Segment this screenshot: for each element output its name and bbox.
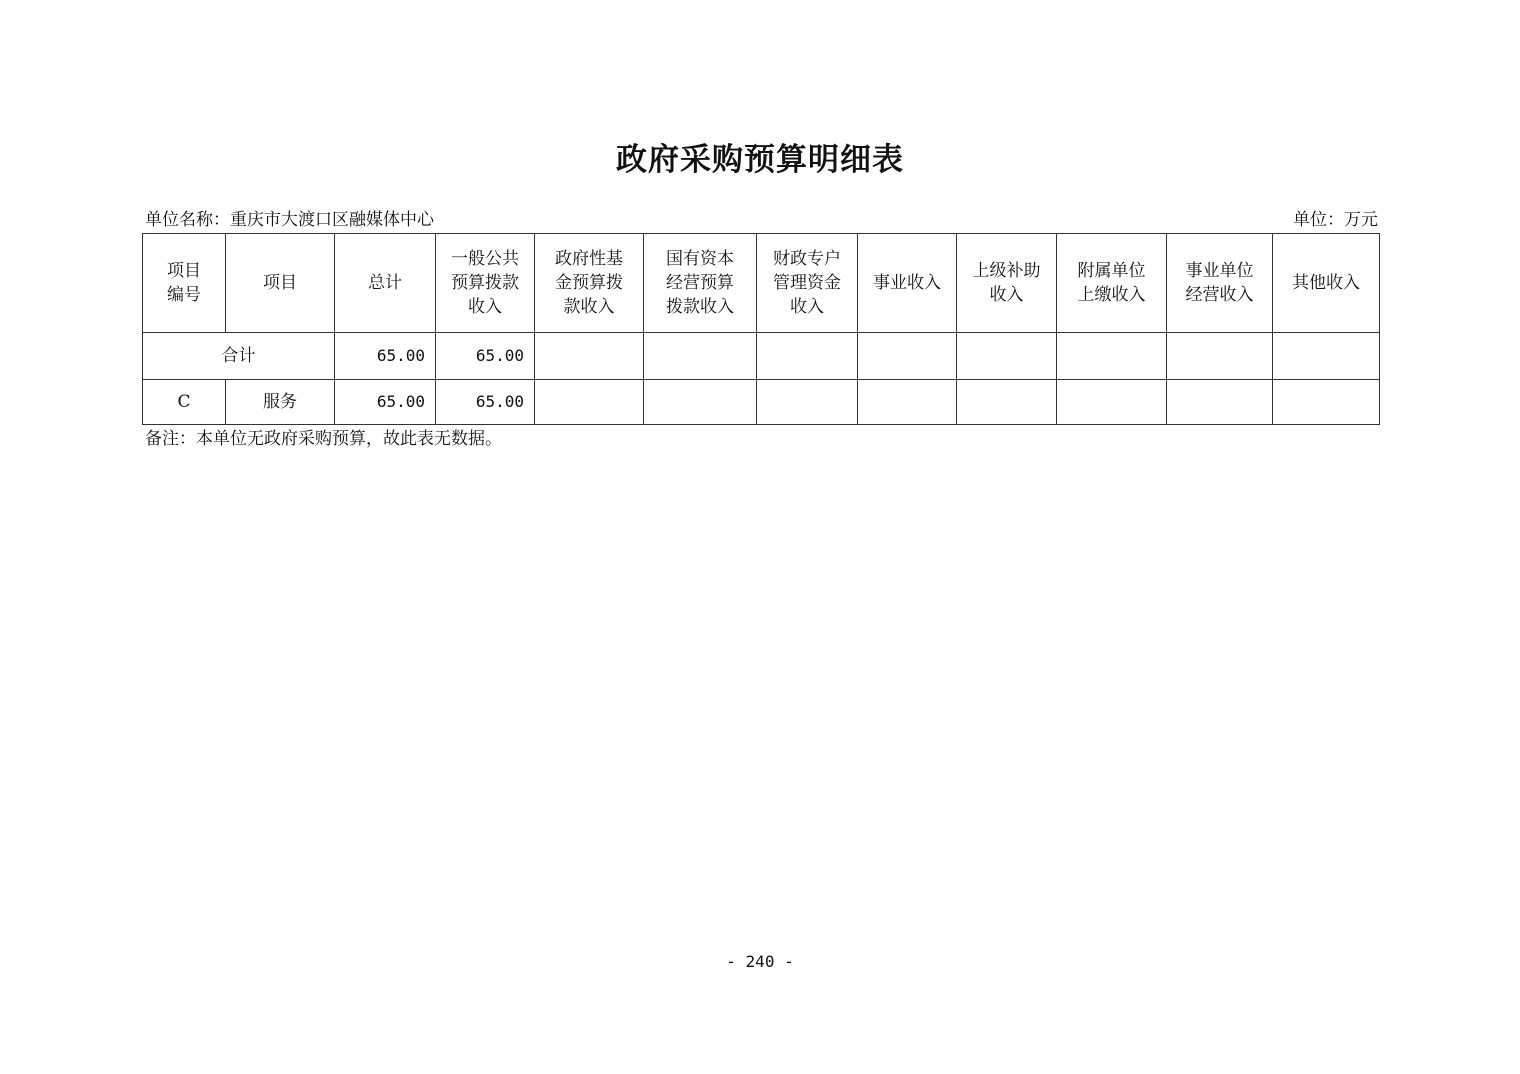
unit-operating-income-cell: [1167, 380, 1273, 425]
header-superior-subsidy: 上级补助 收入: [957, 234, 1057, 333]
page-title: 政府采购预算明细表: [616, 142, 904, 178]
header-gov-fund-budget: 政府性基 金预算拨 款收入: [535, 234, 644, 333]
affiliated-unit-income-cell: [1057, 333, 1167, 380]
procurement-budget-table: [142, 233, 1380, 425]
table-header-row: [143, 234, 1380, 333]
header-business-income: 事业收入: [858, 234, 957, 333]
header-other-income: 其他收入: [1273, 234, 1380, 333]
state-capital-budget-cell: [644, 333, 757, 380]
total-cell: 65.00: [335, 380, 436, 425]
item-code-cell: C: [143, 380, 226, 425]
table-row: [143, 380, 1380, 425]
affiliated-unit-income-cell: [1057, 380, 1167, 425]
total-cell: 65.00: [335, 333, 436, 380]
header-affiliated-unit-income: 附属单位 上缴收入: [1057, 234, 1167, 333]
gov-fund-budget-cell: [535, 333, 644, 380]
table-note: 备注：本单位无政府采购预算，故此表无数据。: [145, 429, 502, 449]
general-public-budget-cell: 65.00: [436, 333, 535, 380]
other-income-cell: [1273, 380, 1380, 425]
header-item-code: 项目 编号: [143, 234, 226, 333]
fiscal-special-account-cell: [757, 333, 858, 380]
unit-operating-income-cell: [1167, 333, 1273, 380]
superior-subsidy-cell: [957, 380, 1057, 425]
item-name-cell: 服务: [226, 380, 335, 425]
header-general-public-budget: 一般公共 预算拨款 收入: [436, 234, 535, 333]
currency-unit-label: 单位：万元: [1293, 210, 1378, 230]
page-number: - 240 -: [726, 952, 794, 971]
state-capital-budget-cell: [644, 380, 757, 425]
fiscal-special-account-cell: [757, 380, 858, 425]
total-label-cell: 合计: [143, 333, 335, 380]
header-item: 项目: [226, 234, 335, 333]
gov-fund-budget-cell: [535, 380, 644, 425]
unit-name-label: 单位名称：重庆市大渡口区融媒体中心: [145, 210, 434, 230]
business-income-cell: [858, 333, 957, 380]
other-income-cell: [1273, 333, 1380, 380]
superior-subsidy-cell: [957, 333, 1057, 380]
general-public-budget-cell: 65.00: [436, 380, 535, 425]
header-unit-operating-income: 事业单位 经营收入: [1167, 234, 1273, 333]
header-state-capital-budget: 国有资本 经营预算 拨款收入: [644, 234, 757, 333]
header-total: 总计: [335, 234, 436, 333]
header-fiscal-special-account: 财政专户 管理资金 收入: [757, 234, 858, 333]
business-income-cell: [858, 380, 957, 425]
table-row-total: [143, 333, 1380, 380]
